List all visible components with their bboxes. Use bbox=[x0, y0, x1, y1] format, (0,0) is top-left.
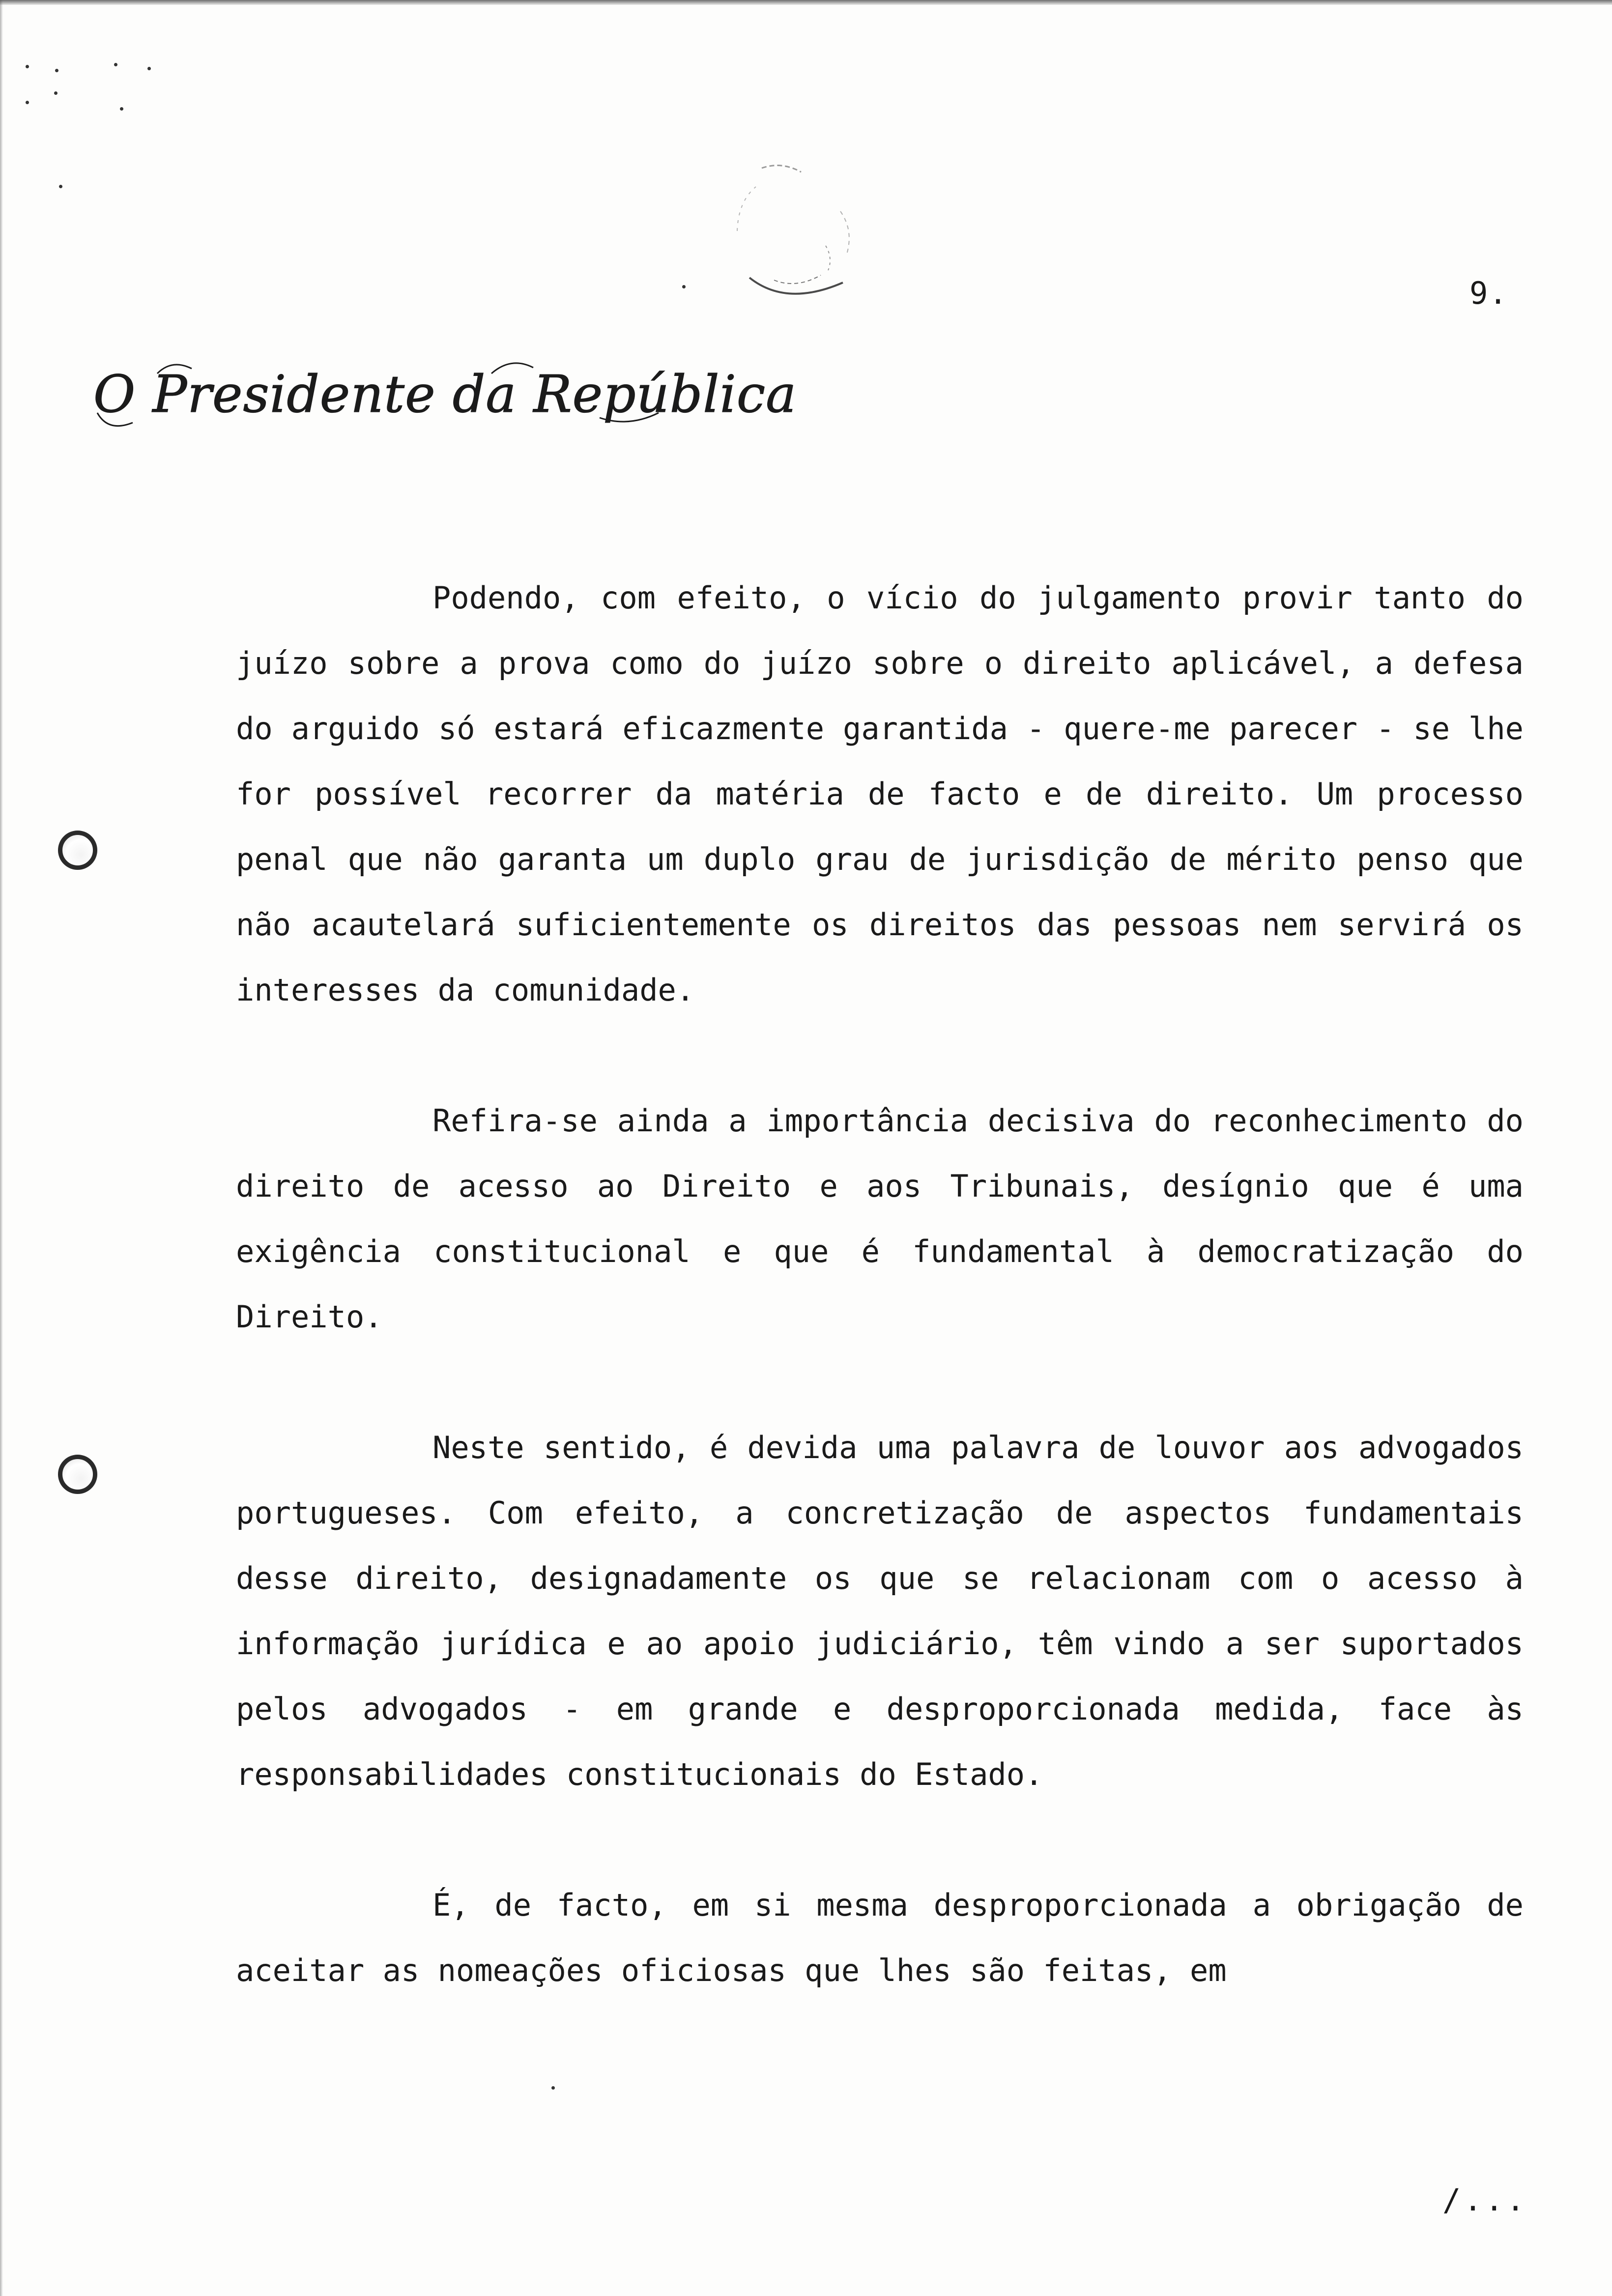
presidential-letterhead-logo bbox=[88, 354, 797, 437]
scan-speck bbox=[551, 2086, 555, 2090]
scan-speck bbox=[26, 101, 29, 104]
scan-speck bbox=[55, 69, 58, 72]
scan-speck bbox=[54, 91, 58, 95]
scan-left-edge bbox=[0, 0, 3, 2296]
scan-speck bbox=[59, 185, 62, 188]
scan-speck bbox=[682, 285, 686, 288]
punch-hole bbox=[58, 831, 97, 870]
scan-top-edge bbox=[0, 0, 1612, 5]
scan-speck bbox=[26, 65, 29, 68]
paragraph: Podendo, com efeito, o vício do julgamento provir tanto do juízo sobre a prova como do juízo sobre o direito aplicável, a defesa do arguido só estará eficazmente garantida - quere-me parecer - se lhe for possível recorrer da matéria de facto e de direito. Um processo penal que não garanta um duplo grau de jurisdição de mérito penso que não acautelará suficientemente os direitos das pessoas nem servirá os interesses da comunidade. bbox=[236, 580, 1524, 1008]
scan-speck bbox=[114, 63, 117, 66]
page-number: 9. bbox=[1469, 275, 1508, 311]
embossed-seal-icon bbox=[727, 157, 875, 315]
continuation-mark: /... bbox=[1442, 2182, 1528, 2218]
punch-hole bbox=[58, 1455, 97, 1494]
paragraph: É, de facto, em si mesma desproporcionada a obrigação de aceitar as nomeações oficiosas que lhes são feitas, em bbox=[236, 1887, 1524, 1988]
body-text bbox=[236, 565, 1524, 2068]
paragraph: Neste sentido, é devida uma palavra de louvor aos advogados portugueses. Com efeito, a concretização de aspectos fundamentais desse direito, designadamente os que se relacionam com o acesso à informação jurídica e ao apoio judiciário, têm vindo a ser suportados pelos advogados - em grande e desproporcionada medida, face às responsabilidades constitucionais do Estado. bbox=[236, 1430, 1524, 1792]
paragraph: Refira-se ainda a importância decisiva do reconhecimento do direito de acesso ao Direito e aos Tribunais, desígnio que é uma exigência constitucional e que é fundamental à democratização do Direito. bbox=[236, 1103, 1524, 1335]
scan-speck bbox=[120, 107, 123, 111]
svg-text:O Presidente da República: O Presidente da República bbox=[93, 364, 797, 424]
scan-speck bbox=[147, 67, 151, 70]
